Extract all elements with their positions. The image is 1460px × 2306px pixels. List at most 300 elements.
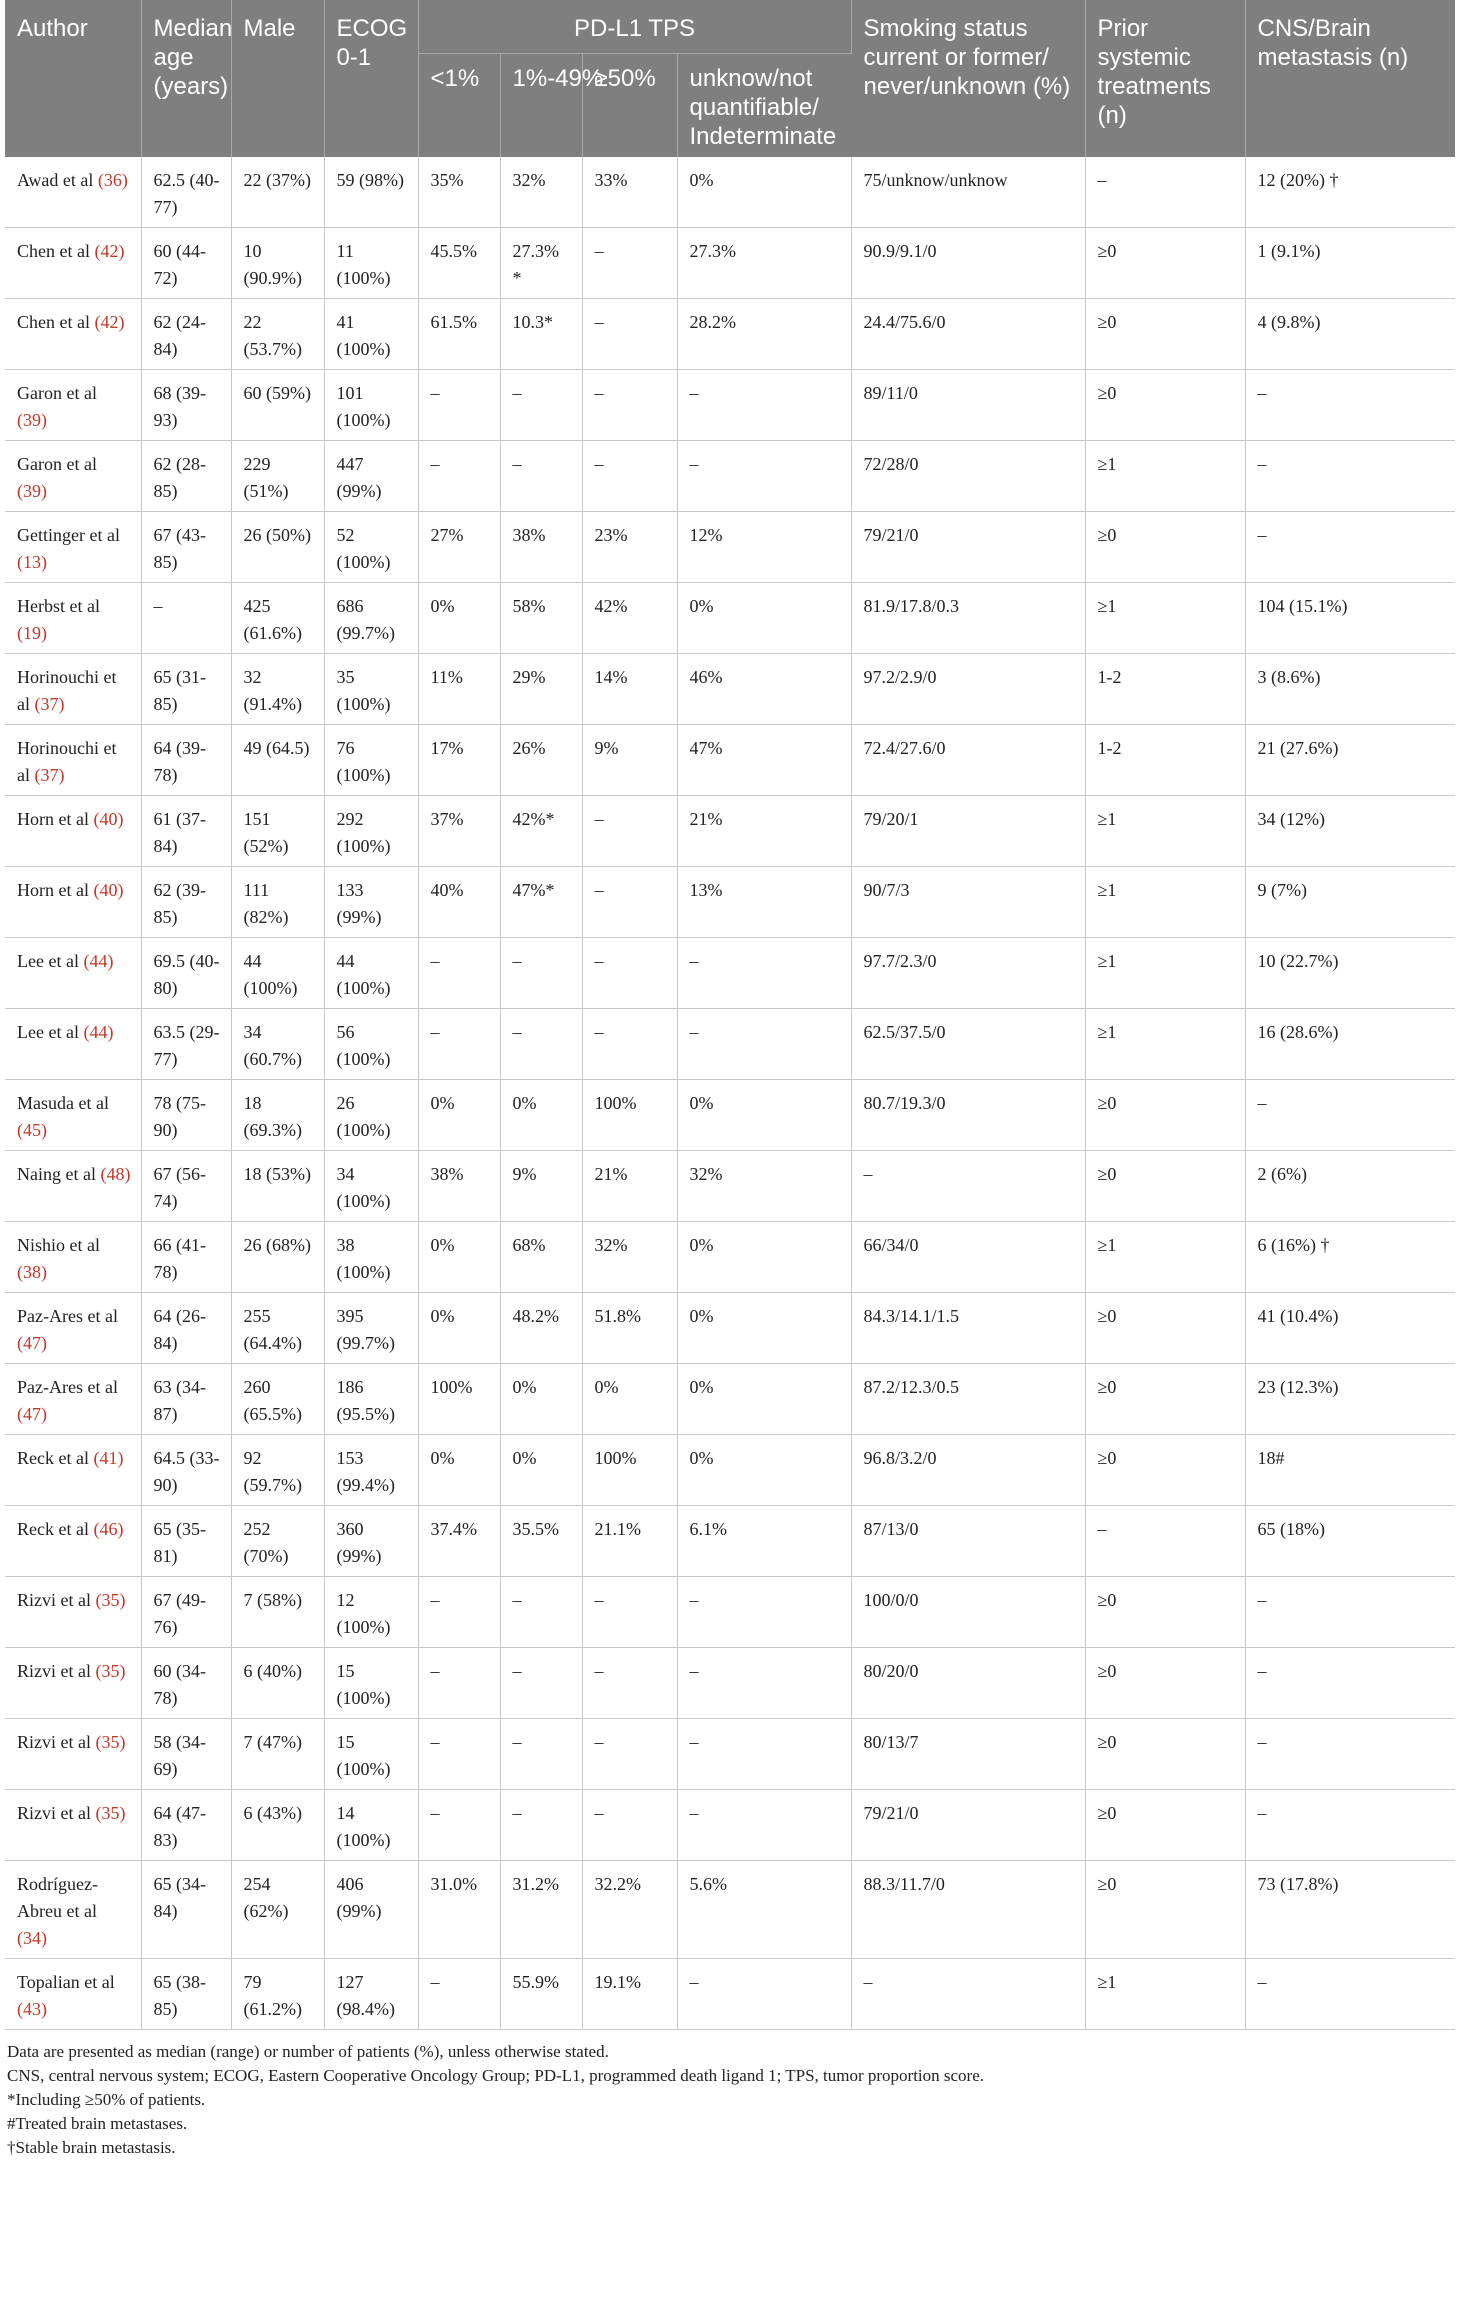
table-row: [5, 1364, 1455, 1435]
footnote: #Treated brain metastases.: [7, 2114, 188, 2133]
cell-tps-lt1: 37.4%: [418, 1506, 500, 1577]
cell-ecog: 292 (100%): [324, 796, 418, 867]
header-pdl1-tps: PD-L1 TPS: [418, 0, 851, 54]
reference-link[interactable]: (19): [17, 623, 47, 643]
cell-male: 92 (59.7%): [231, 1435, 324, 1506]
reference-link[interactable]: (36): [97, 170, 128, 190]
cell-tps-1-49: 58%: [500, 583, 582, 654]
author-name: Paz-Ares et al: [17, 1377, 118, 1397]
cell-tps-ge50: –: [582, 1009, 677, 1080]
cell-author: [5, 1861, 141, 1959]
author-name: Horinouchi et al: [17, 738, 117, 785]
cell-tps-unknown: –: [677, 1648, 851, 1719]
reference-link[interactable]: (44): [83, 1022, 114, 1042]
cell-cns-metastasis: 3 (8.6%): [1245, 654, 1455, 725]
cell-tps-ge50: 51.8%: [582, 1293, 677, 1364]
cell-cns-metastasis: –: [1245, 1959, 1455, 2030]
cell-tps-1-49: 29%: [500, 654, 582, 725]
cell-tps-1-49: –: [500, 1648, 582, 1719]
cell-tps-unknown: 12%: [677, 512, 851, 583]
cell-prior-treatments: ≥1: [1085, 441, 1245, 512]
cell-tps-unknown: 47%: [677, 725, 851, 796]
cell-ecog: 34 (100%): [324, 1151, 418, 1222]
cell-smoking: –: [851, 1151, 1085, 1222]
reference-link[interactable]: (45): [17, 1120, 47, 1140]
author-name: Herbst et al: [17, 596, 100, 616]
cell-male: 111 (82%): [231, 867, 324, 938]
cell-cns-metastasis: 21 (27.6%): [1245, 725, 1455, 796]
cell-author: [5, 867, 141, 938]
cell-prior-treatments: ≥0: [1085, 228, 1245, 299]
cell-tps-unknown: 0%: [677, 583, 851, 654]
cell-ecog: 38 (100%): [324, 1222, 418, 1293]
cell-tps-unknown: 21%: [677, 796, 851, 867]
cell-tps-1-49: 10.3*: [500, 299, 582, 370]
author-name: Rizvi et al: [17, 1590, 91, 1610]
cell-smoking: 100/0/0: [851, 1577, 1085, 1648]
cell-tps-1-49: 0%: [500, 1435, 582, 1506]
cell-tps-lt1: 37%: [418, 796, 500, 867]
cell-tps-1-49: 0%: [500, 1364, 582, 1435]
cell-tps-lt1: 35%: [418, 157, 500, 228]
table-row: [5, 1861, 1455, 1959]
cell-author: [5, 157, 141, 228]
cell-male: 18 (53%): [231, 1151, 324, 1222]
cell-smoking: 80.7/19.3/0: [851, 1080, 1085, 1151]
cell-tps-lt1: –: [418, 370, 500, 441]
cell-ecog: 41 (100%): [324, 299, 418, 370]
cell-cns-metastasis: 23 (12.3%): [1245, 1364, 1455, 1435]
cell-cns-metastasis: 9 (7%): [1245, 867, 1455, 938]
author-name: Chen et al: [17, 312, 90, 332]
cell-tps-lt1: –: [418, 1790, 500, 1861]
cell-smoking: 87/13/0: [851, 1506, 1085, 1577]
cell-cns-metastasis: –: [1245, 1719, 1455, 1790]
cell-prior-treatments: 1-2: [1085, 654, 1245, 725]
author-name: Rodríguez-Abreu et al: [17, 1874, 98, 1921]
author-name: Horinouchi et al: [17, 667, 117, 714]
cell-male: 10 (90.9%): [231, 228, 324, 299]
cell-ecog: 52 (100%): [324, 512, 418, 583]
cell-tps-unknown: –: [677, 1959, 851, 2030]
cell-cns-metastasis: 65 (18%): [1245, 1506, 1455, 1577]
author-name: Masuda et al: [17, 1093, 109, 1113]
cell-tps-lt1: 38%: [418, 1151, 500, 1222]
cell-ecog: 59 (98%): [324, 157, 418, 228]
cell-tps-unknown: 32%: [677, 1151, 851, 1222]
cell-tps-unknown: –: [677, 1009, 851, 1080]
cell-author: [5, 654, 141, 725]
cell-ecog: 127 (98.4%): [324, 1959, 418, 2030]
cell-tps-lt1: 11%: [418, 654, 500, 725]
header-tps-unknown: unknow/not quantifiable/ Indeterminate: [677, 54, 851, 158]
reference-link[interactable]: (39): [17, 410, 47, 430]
cell-smoking: 75/unknow/unknow: [851, 157, 1085, 228]
author-name: Garon et al: [17, 454, 97, 474]
cell-male: 79 (61.2%): [231, 1959, 324, 2030]
cell-median-age: 58 (34-69): [141, 1719, 231, 1790]
cell-median-age: 60 (34-78): [141, 1648, 231, 1719]
table-row: [5, 1435, 1455, 1506]
cell-cns-metastasis: 2 (6%): [1245, 1151, 1455, 1222]
cell-male: 254 (62%): [231, 1861, 324, 1959]
cell-tps-unknown: 0%: [677, 1435, 851, 1506]
cell-author: [5, 299, 141, 370]
table-row: [5, 441, 1455, 512]
cell-smoking: 97.7/2.3/0: [851, 938, 1085, 1009]
cell-smoking: 24.4/75.6/0: [851, 299, 1085, 370]
cell-tps-1-49: –: [500, 1790, 582, 1861]
cell-tps-1-49: 0%: [500, 1080, 582, 1151]
cell-smoking: 84.3/14.1/1.5: [851, 1293, 1085, 1364]
table-row: [5, 1506, 1455, 1577]
cell-prior-treatments: ≥1: [1085, 1959, 1245, 2030]
cell-tps-unknown: –: [677, 1719, 851, 1790]
cell-ecog: 686 (99.7%): [324, 583, 418, 654]
cell-median-age: 62 (24-84): [141, 299, 231, 370]
cell-male: 7 (58%): [231, 1577, 324, 1648]
cell-male: 6 (43%): [231, 1790, 324, 1861]
cell-smoking: 89/11/0: [851, 370, 1085, 441]
table-row: [5, 654, 1455, 725]
cell-tps-lt1: 17%: [418, 725, 500, 796]
cell-tps-ge50: –: [582, 796, 677, 867]
reference-link[interactable]: (35): [95, 1590, 126, 1610]
cell-ecog: 153 (99.4%): [324, 1435, 418, 1506]
cell-ecog: 26 (100%): [324, 1080, 418, 1151]
header-smoking: Smoking status current or former/ never/unknown (%): [851, 0, 1085, 157]
cell-prior-treatments: ≥0: [1085, 512, 1245, 583]
reference-link[interactable]: (47): [17, 1333, 47, 1353]
reference-link[interactable]: (44): [83, 951, 114, 971]
cell-tps-unknown: –: [677, 441, 851, 512]
cell-tps-lt1: 0%: [418, 583, 500, 654]
cell-cns-metastasis: 73 (17.8%): [1245, 1861, 1455, 1959]
reference-link[interactable]: (41): [93, 1448, 124, 1468]
author-name: Rizvi et al: [17, 1661, 91, 1681]
cell-ecog: 101 (100%): [324, 370, 418, 441]
cell-cns-metastasis: 4 (9.8%): [1245, 299, 1455, 370]
cell-median-age: 67 (49-76): [141, 1577, 231, 1648]
cell-author: [5, 1080, 141, 1151]
reference-link[interactable]: (35): [95, 1661, 126, 1681]
cell-cns-metastasis: –: [1245, 512, 1455, 583]
cell-male: 255 (64.4%): [231, 1293, 324, 1364]
reference-link[interactable]: (42): [94, 241, 125, 261]
cell-tps-1-49: 47%*: [500, 867, 582, 938]
cell-author: [5, 1009, 141, 1080]
header-cns-metastasis: CNS/Brain metastasis (n): [1245, 0, 1455, 157]
cell-median-age: 68 (39-93): [141, 370, 231, 441]
cell-median-age: 78 (75-90): [141, 1080, 231, 1151]
cell-smoking: 96.8/3.2/0: [851, 1435, 1085, 1506]
cell-author: [5, 796, 141, 867]
table-row: [5, 1719, 1455, 1790]
cell-ecog: 11 (100%): [324, 228, 418, 299]
cell-smoking: 72/28/0: [851, 441, 1085, 512]
cell-male: 22 (37%): [231, 157, 324, 228]
cell-tps-lt1: 61.5%: [418, 299, 500, 370]
cell-tps-unknown: 6.1%: [677, 1506, 851, 1577]
reference-link[interactable]: (42): [94, 312, 125, 332]
cell-prior-treatments: ≥1: [1085, 1222, 1245, 1293]
cell-ecog: 44 (100%): [324, 938, 418, 1009]
cell-median-age: 69.5 (40-80): [141, 938, 231, 1009]
cell-tps-1-49: 42%*: [500, 796, 582, 867]
cell-tps-lt1: 31.0%: [418, 1861, 500, 1959]
cell-tps-lt1: –: [418, 1648, 500, 1719]
header-tps-1-49: 1%-49%: [500, 54, 582, 158]
cell-prior-treatments: ≥0: [1085, 370, 1245, 441]
reference-link[interactable]: (48): [100, 1164, 131, 1184]
cell-tps-ge50: –: [582, 1790, 677, 1861]
cell-ecog: 447 (99%): [324, 441, 418, 512]
cell-tps-1-49: –: [500, 370, 582, 441]
cell-author: [5, 1719, 141, 1790]
cell-male: 425 (61.6%): [231, 583, 324, 654]
cell-ecog: 56 (100%): [324, 1009, 418, 1080]
cell-median-age: 64 (39-78): [141, 725, 231, 796]
cell-median-age: 63.5 (29-77): [141, 1009, 231, 1080]
cell-tps-ge50: –: [582, 441, 677, 512]
cell-tps-1-49: 9%: [500, 1151, 582, 1222]
cell-tps-unknown: 5.6%: [677, 1861, 851, 1959]
reference-link[interactable]: (38): [17, 1262, 47, 1282]
cell-tps-unknown: 13%: [677, 867, 851, 938]
cell-median-age: 65 (35-81): [141, 1506, 231, 1577]
cell-cns-metastasis: –: [1245, 370, 1455, 441]
cell-tps-1-49: –: [500, 1009, 582, 1080]
header-median-age: Median age (years): [141, 0, 231, 157]
cell-tps-1-49: 27.3% *: [500, 228, 582, 299]
cell-tps-unknown: 0%: [677, 1364, 851, 1435]
author-name: Awad et al: [17, 170, 94, 190]
cell-tps-lt1: 0%: [418, 1293, 500, 1364]
cell-tps-unknown: 0%: [677, 157, 851, 228]
cell-tps-ge50: –: [582, 1648, 677, 1719]
cell-median-age: 67 (43-85): [141, 512, 231, 583]
cell-prior-treatments: ≥0: [1085, 1861, 1245, 1959]
author-name: Horn et al: [17, 809, 89, 829]
cell-tps-1-49: 35.5%: [500, 1506, 582, 1577]
cell-tps-unknown: –: [677, 1577, 851, 1648]
footnote: CNS, central nervous system; ECOG, Eastern Cooperative Oncology Group; PD-L1, programmed death ligand 1; TPS, tumor proportion score.: [7, 2066, 985, 2085]
cell-prior-treatments: ≥0: [1085, 1080, 1245, 1151]
cell-prior-treatments: ≥1: [1085, 938, 1245, 1009]
author-name: Rizvi et al: [17, 1732, 91, 1752]
cell-tps-lt1: 40%: [418, 867, 500, 938]
cell-median-age: 62 (28-85): [141, 441, 231, 512]
cell-male: 260 (65.5%): [231, 1364, 324, 1435]
cell-tps-ge50: –: [582, 1577, 677, 1648]
cell-tps-1-49: –: [500, 938, 582, 1009]
cell-tps-lt1: –: [418, 938, 500, 1009]
table-header: [5, 0, 1455, 157]
cell-tps-lt1: 0%: [418, 1222, 500, 1293]
cell-tps-lt1: –: [418, 1959, 500, 2030]
cell-tps-1-49: 26%: [500, 725, 582, 796]
cell-male: 26 (50%): [231, 512, 324, 583]
cell-male: 151 (52%): [231, 796, 324, 867]
reference-link[interactable]: (40): [93, 809, 124, 829]
cell-tps-ge50: –: [582, 370, 677, 441]
cell-tps-1-49: 31.2%: [500, 1861, 582, 1959]
cell-author: [5, 1293, 141, 1364]
cell-smoking: 72.4/27.6/0: [851, 725, 1085, 796]
table-footnotes: [5, 2030, 1455, 2160]
author-name: Lee et al: [17, 1022, 79, 1042]
table-row: [5, 583, 1455, 654]
cell-smoking: 87.2/12.3/0.5: [851, 1364, 1085, 1435]
header-author: Author: [5, 0, 141, 157]
cell-smoking: 81.9/17.8/0.3: [851, 583, 1085, 654]
cell-prior-treatments: 1-2: [1085, 725, 1245, 796]
cell-author: [5, 938, 141, 1009]
cell-tps-lt1: –: [418, 1577, 500, 1648]
cell-ecog: 35 (100%): [324, 654, 418, 725]
table-row: [5, 370, 1455, 441]
table-row: [5, 1959, 1455, 2030]
author-name: Paz-Ares et al: [17, 1306, 118, 1326]
cell-tps-ge50: 19.1%: [582, 1959, 677, 2030]
cell-prior-treatments: ≥0: [1085, 1790, 1245, 1861]
cell-male: 34 (60.7%): [231, 1009, 324, 1080]
author-name: Horn et al: [17, 880, 89, 900]
table-row: [5, 1080, 1455, 1151]
cell-median-age: 64 (47-83): [141, 1790, 231, 1861]
cell-median-age: 65 (31-85): [141, 654, 231, 725]
cell-author: [5, 370, 141, 441]
cell-ecog: 360 (99%): [324, 1506, 418, 1577]
cell-median-age: 61 (37-84): [141, 796, 231, 867]
author-name: Rizvi et al: [17, 1803, 91, 1823]
cell-author: [5, 228, 141, 299]
cell-median-age: 64 (26-84): [141, 1293, 231, 1364]
cell-tps-unknown: 0%: [677, 1293, 851, 1364]
cell-author: [5, 725, 141, 796]
cell-smoking: 62.5/37.5/0: [851, 1009, 1085, 1080]
cell-prior-treatments: ≥0: [1085, 1293, 1245, 1364]
cell-tps-unknown: 28.2%: [677, 299, 851, 370]
cell-male: 32 (91.4%): [231, 654, 324, 725]
cell-prior-treatments: ≥0: [1085, 1151, 1245, 1222]
cell-prior-treatments: –: [1085, 157, 1245, 228]
cell-cns-metastasis: 16 (28.6%): [1245, 1009, 1455, 1080]
author-name: Nishio et al: [17, 1235, 100, 1255]
reference-link[interactable]: (35): [95, 1732, 126, 1752]
cell-tps-lt1: 27%: [418, 512, 500, 583]
reference-link[interactable]: (13): [17, 552, 47, 572]
table-row: [5, 1648, 1455, 1719]
cell-tps-unknown: 0%: [677, 1222, 851, 1293]
reference-link[interactable]: (43): [17, 1999, 47, 2019]
cell-smoking: 79/20/1: [851, 796, 1085, 867]
reference-link[interactable]: (47): [17, 1404, 47, 1424]
cell-tps-lt1: –: [418, 441, 500, 512]
cell-ecog: 15 (100%): [324, 1648, 418, 1719]
cell-prior-treatments: ≥0: [1085, 299, 1245, 370]
reference-link[interactable]: (40): [93, 880, 124, 900]
table-row: [5, 157, 1455, 228]
cell-male: 6 (40%): [231, 1648, 324, 1719]
cell-tps-ge50: 32.2%: [582, 1861, 677, 1959]
cell-tps-1-49: 68%: [500, 1222, 582, 1293]
cell-tps-1-49: 48.2%: [500, 1293, 582, 1364]
header-tps-lt1: <1%: [418, 54, 500, 158]
reference-link[interactable]: (39): [17, 481, 47, 501]
reference-link[interactable]: (35): [95, 1803, 126, 1823]
cell-tps-lt1: 0%: [418, 1435, 500, 1506]
cell-tps-ge50: 9%: [582, 725, 677, 796]
cell-median-age: 67 (56-74): [141, 1151, 231, 1222]
table-row: [5, 1577, 1455, 1648]
cell-tps-ge50: 100%: [582, 1080, 677, 1151]
cell-smoking: 80/20/0: [851, 1648, 1085, 1719]
header-prior-treatments: Prior systemic treatments (n): [1085, 0, 1245, 157]
cell-tps-unknown: 0%: [677, 1080, 851, 1151]
cell-tps-1-49: 55.9%: [500, 1959, 582, 2030]
cell-tps-lt1: 100%: [418, 1364, 500, 1435]
reference-link[interactable]: (37): [34, 765, 65, 785]
cell-prior-treatments: ≥1: [1085, 1009, 1245, 1080]
cell-prior-treatments: ≥1: [1085, 583, 1245, 654]
cell-tps-ge50: –: [582, 1719, 677, 1790]
footnote: Data are presented as median (range) or number of patients (%), unless otherwise stated.: [7, 2042, 609, 2061]
cell-prior-treatments: ≥0: [1085, 1719, 1245, 1790]
table-row: [5, 299, 1455, 370]
cell-median-age: 66 (41-78): [141, 1222, 231, 1293]
cell-ecog: 186 (95.5%): [324, 1364, 418, 1435]
cell-tps-ge50: –: [582, 938, 677, 1009]
cell-cns-metastasis: –: [1245, 1080, 1455, 1151]
reference-link[interactable]: (34): [17, 1928, 47, 1948]
table-container: [5, 0, 1455, 2160]
table-row: [5, 725, 1455, 796]
author-name: Reck et al: [17, 1448, 89, 1468]
author-name: Topalian et al: [17, 1972, 115, 1992]
cell-median-age: 65 (34-84): [141, 1861, 231, 1959]
cell-ecog: 14 (100%): [324, 1790, 418, 1861]
cell-prior-treatments: ≥0: [1085, 1648, 1245, 1719]
cell-male: 49 (64.5): [231, 725, 324, 796]
cell-smoking: 90.9/9.1/0: [851, 228, 1085, 299]
cell-author: [5, 1151, 141, 1222]
cell-median-age: 64.5 (33-90): [141, 1435, 231, 1506]
reference-link[interactable]: (46): [93, 1519, 124, 1539]
cell-tps-unknown: 27.3%: [677, 228, 851, 299]
cell-median-age: 62.5 (40-77): [141, 157, 231, 228]
cell-smoking: –: [851, 1959, 1085, 2030]
cell-cns-metastasis: 1 (9.1%): [1245, 228, 1455, 299]
cell-tps-unknown: 46%: [677, 654, 851, 725]
table-body: [5, 157, 1455, 2030]
patient-characteristics-table: [5, 0, 1455, 2030]
cell-author: [5, 583, 141, 654]
cell-male: 18 (69.3%): [231, 1080, 324, 1151]
cell-male: 229 (51%): [231, 441, 324, 512]
cell-cns-metastasis: 6 (16%) †: [1245, 1222, 1455, 1293]
header-ecog: ECOG 0-1: [324, 0, 418, 157]
cell-tps-ge50: 42%: [582, 583, 677, 654]
cell-tps-lt1: –: [418, 1009, 500, 1080]
cell-tps-ge50: 14%: [582, 654, 677, 725]
author-name: Lee et al: [17, 951, 79, 971]
cell-cns-metastasis: 18#: [1245, 1435, 1455, 1506]
table-row: [5, 1293, 1455, 1364]
reference-link[interactable]: (37): [34, 694, 65, 714]
cell-tps-ge50: 21.1%: [582, 1506, 677, 1577]
cell-tps-unknown: –: [677, 938, 851, 1009]
